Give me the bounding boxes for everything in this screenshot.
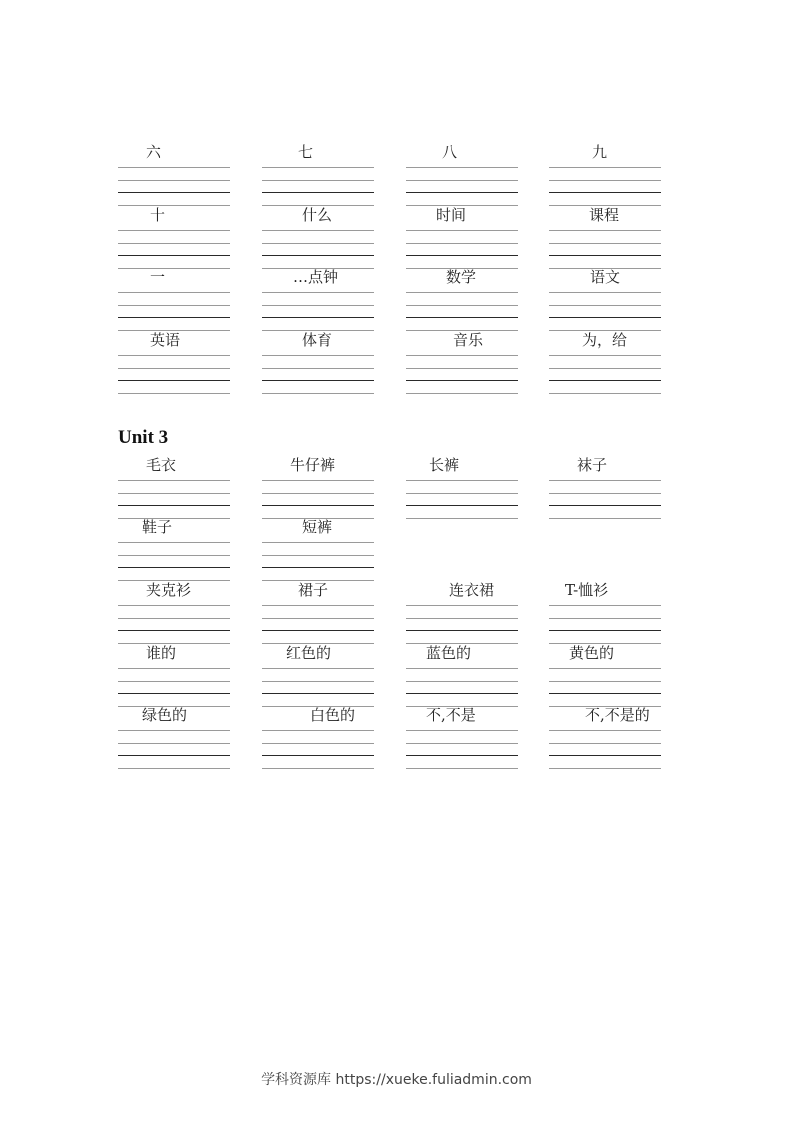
vocab-cell: [118, 706, 230, 771]
writing-line: [262, 618, 374, 619]
vocab-cell: [118, 143, 230, 208]
vocab-word: 白色的: [310, 706, 356, 724]
vocab-word: 体育: [302, 331, 333, 349]
vocab-word: 语文: [590, 268, 621, 286]
writing-line: [549, 518, 661, 519]
vocab-word: T-恤衫: [565, 581, 609, 599]
writing-line: [262, 243, 374, 244]
vocab-cell: [118, 268, 230, 333]
writing-line: [406, 230, 518, 231]
writing-line: [118, 305, 230, 306]
writing-line: [118, 743, 230, 744]
vocab-cell: [262, 331, 374, 396]
vocab-cell: [262, 268, 374, 333]
writing-line: [549, 768, 661, 769]
vocab-word: 夹克衫: [146, 581, 192, 599]
writing-baseline: [406, 693, 518, 694]
writing-baseline: [549, 630, 661, 631]
writing-line: [262, 743, 374, 744]
writing-line: [262, 768, 374, 769]
writing-line: [118, 555, 230, 556]
writing-baseline: [118, 567, 230, 568]
writing-line: [549, 493, 661, 494]
writing-line: [118, 542, 230, 543]
writing-line: [549, 230, 661, 231]
vocab-cell: [549, 331, 661, 396]
writing-baseline: [262, 630, 374, 631]
writing-baseline: [118, 380, 230, 381]
vocab-word: 不,不是的: [585, 706, 650, 724]
vocab-cell: [406, 268, 518, 333]
writing-line: [262, 230, 374, 231]
vocab-cell: [549, 206, 661, 271]
vocab-word: 七: [298, 143, 314, 161]
vocab-cell: [262, 456, 374, 521]
vocab-word: …点钟: [293, 268, 339, 286]
writing-baseline: [118, 630, 230, 631]
vocab-cell: [118, 644, 230, 709]
writing-line: [549, 681, 661, 682]
writing-line: [262, 167, 374, 168]
writing-line: [118, 681, 230, 682]
writing-baseline: [118, 505, 230, 506]
writing-line: [118, 668, 230, 669]
vocab-cell: [262, 706, 374, 771]
writing-baseline: [262, 693, 374, 694]
footer-watermark: 学科资源库 https://xueke.fuliadmin.com: [261, 1072, 532, 1088]
writing-line: [118, 180, 230, 181]
vocab-word: 红色的: [286, 644, 332, 662]
vocab-cell: [406, 456, 518, 521]
writing-line: [406, 167, 518, 168]
writing-line: [262, 605, 374, 606]
writing-line: [262, 368, 374, 369]
writing-baseline: [549, 317, 661, 318]
writing-line: [406, 355, 518, 356]
vocab-cell: [118, 206, 230, 271]
vocab-word: 蓝色的: [426, 644, 472, 662]
vocab-word: 数学: [446, 268, 477, 286]
writing-line: [262, 305, 374, 306]
vocab-cell: [118, 331, 230, 396]
writing-line: [549, 355, 661, 356]
vocab-word: 裙子: [298, 581, 329, 599]
writing-line: [406, 618, 518, 619]
vocab-word: 短裤: [302, 518, 333, 536]
writing-line: [549, 167, 661, 168]
writing-baseline: [262, 317, 374, 318]
vocab-cell: [549, 644, 661, 709]
vocab-word: 牛仔裤: [290, 456, 336, 474]
vocab-cell: [118, 581, 230, 646]
writing-line: [262, 668, 374, 669]
vocab-cell: [406, 706, 518, 771]
writing-line: [406, 681, 518, 682]
writing-baseline: [118, 317, 230, 318]
writing-baseline: [262, 755, 374, 756]
writing-line: [549, 305, 661, 306]
vocab-cell: [406, 581, 518, 646]
writing-line: [406, 368, 518, 369]
writing-line: [406, 393, 518, 394]
writing-baseline: [118, 192, 230, 193]
writing-baseline: [262, 567, 374, 568]
writing-line: [118, 393, 230, 394]
writing-baseline: [549, 255, 661, 256]
writing-line: [406, 743, 518, 744]
writing-line: [262, 480, 374, 481]
writing-line: [262, 393, 374, 394]
vocab-cell: [262, 206, 374, 271]
writing-line: [406, 730, 518, 731]
vocab-word: 为，给: [582, 331, 628, 349]
vocab-word: 一: [150, 268, 166, 286]
writing-line: [118, 230, 230, 231]
writing-line: [549, 180, 661, 181]
writing-baseline: [118, 255, 230, 256]
vocab-cell: [549, 706, 661, 771]
vocab-cell: [118, 456, 230, 521]
vocab-cell: [406, 331, 518, 396]
writing-line: [406, 480, 518, 481]
vocab-cell: [118, 518, 230, 583]
vocab-cell: [406, 143, 518, 208]
writing-line: [549, 368, 661, 369]
writing-line: [406, 180, 518, 181]
vocab-cell: [549, 143, 661, 208]
writing-line: [549, 743, 661, 744]
vocab-cell: [549, 581, 661, 646]
vocab-word: 毛衣: [146, 456, 177, 474]
writing-baseline: [406, 317, 518, 318]
writing-line: [549, 292, 661, 293]
writing-baseline: [406, 630, 518, 631]
vocab-cell: [406, 206, 518, 271]
writing-line: [118, 618, 230, 619]
vocab-word: 英语: [150, 331, 181, 349]
writing-line: [118, 493, 230, 494]
writing-line: [549, 393, 661, 394]
vocab-word: 十: [150, 206, 166, 224]
writing-baseline: [406, 380, 518, 381]
writing-line: [549, 480, 661, 481]
writing-line: [406, 668, 518, 669]
writing-line: [406, 292, 518, 293]
vocab-cell: [262, 581, 374, 646]
writing-line: [406, 305, 518, 306]
writing-line: [262, 180, 374, 181]
vocab-cell: [406, 644, 518, 709]
writing-line: [262, 493, 374, 494]
unit-heading: Unit 3: [118, 427, 169, 448]
writing-line: [262, 355, 374, 356]
vocab-word: 连衣裙: [449, 581, 495, 599]
vocab-word: 什么: [302, 206, 333, 224]
writing-line: [549, 668, 661, 669]
vocab-word: 绿色的: [142, 706, 188, 724]
writing-line: [549, 605, 661, 606]
writing-baseline: [262, 255, 374, 256]
writing-line: [262, 542, 374, 543]
writing-baseline: [406, 255, 518, 256]
writing-line: [118, 355, 230, 356]
writing-line: [262, 292, 374, 293]
writing-baseline: [406, 755, 518, 756]
writing-baseline: [118, 693, 230, 694]
writing-line: [262, 730, 374, 731]
writing-line: [549, 618, 661, 619]
writing-line: [406, 243, 518, 244]
vocab-word: 九: [592, 143, 608, 161]
vocab-cell: [549, 268, 661, 333]
writing-baseline: [549, 380, 661, 381]
vocab-word: 不,不是: [426, 706, 476, 724]
writing-line: [549, 730, 661, 731]
writing-line: [118, 368, 230, 369]
writing-baseline: [549, 755, 661, 756]
vocab-word: 谁的: [146, 644, 177, 662]
writing-line: [406, 518, 518, 519]
writing-baseline: [262, 505, 374, 506]
writing-line: [262, 555, 374, 556]
vocab-cell: [262, 518, 374, 583]
writing-line: [406, 493, 518, 494]
vocab-cell: [549, 456, 661, 521]
vocab-word: 音乐: [453, 331, 484, 349]
writing-line: [549, 243, 661, 244]
writing-line: [118, 730, 230, 731]
writing-baseline: [549, 192, 661, 193]
vocab-word: 八: [442, 143, 458, 161]
writing-line: [262, 681, 374, 682]
writing-baseline: [406, 505, 518, 506]
vocab-word: 时间: [436, 206, 467, 224]
writing-line: [406, 605, 518, 606]
writing-baseline: [549, 505, 661, 506]
writing-baseline: [406, 192, 518, 193]
vocab-word: 鞋子: [142, 518, 173, 536]
vocab-cell: [262, 644, 374, 709]
vocab-word: 袜子: [577, 456, 608, 474]
writing-line: [406, 768, 518, 769]
writing-line: [118, 768, 230, 769]
vocab-word: 课程: [589, 206, 620, 224]
writing-line: [118, 480, 230, 481]
writing-line: [118, 292, 230, 293]
writing-baseline: [118, 755, 230, 756]
vocab-cell: [262, 143, 374, 208]
writing-line: [118, 243, 230, 244]
writing-baseline: [262, 380, 374, 381]
vocab-word: 六: [146, 143, 162, 161]
vocab-word: 黄色的: [569, 644, 615, 662]
writing-line: [118, 167, 230, 168]
writing-baseline: [262, 192, 374, 193]
vocab-word: 长裤: [429, 456, 460, 474]
writing-line: [118, 605, 230, 606]
writing-baseline: [549, 693, 661, 694]
